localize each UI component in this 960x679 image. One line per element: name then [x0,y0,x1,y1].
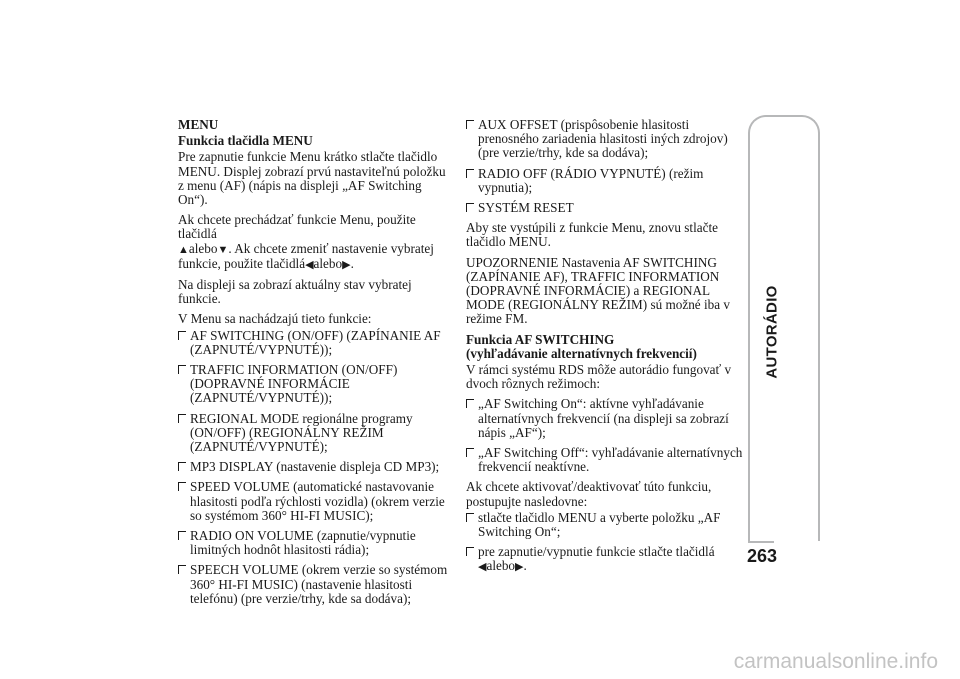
checkbox-bullet-icon [466,448,474,457]
left-arrow-icon: ◀ [478,561,487,574]
list-item [466,118,744,161]
list-item [178,460,450,474]
section-tab-title: AUTORÁDIO [763,285,781,379]
subheading-af-switching [466,333,744,361]
list-item [466,446,744,474]
section-tab-frame [748,115,820,541]
list-item-text: AUX OFFSET (prispôsobenie hlasitosti prenosného zariadenia hlasitosti iných zdrojov) (pre verzie/trhy, kde sa dodáva); [478,117,728,161]
text-fragment: . [523,558,527,574]
list-item-text: TRAFFIC INFORMATION (ON/OFF) (DOPRAVNÉ INFORMÁCIE (ZAPNUTÉ/VYPNUTÉ)); [190,362,398,406]
left-arrow-icon: ◀ [305,258,314,271]
subheading-line-2: (vyhľadávanie alternatívnych frekvencií) [466,345,697,361]
text-fragment: pre zapnutie/vypnutie funkcie stlačte tlačidlá [478,544,715,560]
checkbox-bullet-icon [178,565,186,574]
list-item-text: „AF Switching On“: aktívne vyhľadávanie alternatívnych frekvencií (na displeji sa zobrazí nápis „AF“); [478,396,729,440]
right-column [466,118,744,581]
warning-caps: UPOZORNENIE Nastavenia AF SWITCHING (ZAPÍNANIE AF), TRAFFIC INFORMATION (DOPRAVNÉ INFORMÁCIE) a REGIONAL MODE (REGIONÁLNY REŽIM) [466,254,720,313]
checkbox-bullet-icon [466,399,474,408]
text-fragment: . Ak chcete zmeniť nastavenie vybratej funkcie, použite tlačidlá [178,240,434,271]
checkbox-bullet-icon [178,462,186,471]
paragraph-display-state: Na displeji sa zobrazí aktuálny stav vybratej funkcie. [178,277,412,307]
section-tab-underline [748,541,774,543]
checkbox-bullet-icon [466,547,474,556]
paragraph-menu-functions: V Menu sa nachádzajú tieto funkcie: [178,311,372,327]
list-item [178,563,450,606]
checkbox-bullet-icon [466,513,474,522]
list-item [178,529,450,557]
right-arrow-icon: ▶ [342,258,351,271]
paragraph-menu-intro: Pre zapnutie funkcie Menu krátko stlačte tlačidlo MENU. Displej zobrazí prvú nastaviteľnú položku z menu (AF) (nápis na displeji „AF Switching On“). [178,149,446,208]
subheading-menu-button: Funkcia tlačidla MENU [178,133,313,149]
list-item-text: AF SWITCHING (ON/OFF) (ZAPÍNANIE AF (ZAPNUTÉ/VYPNUTÉ)); [190,327,441,357]
paragraph-rds: V rámci systému RDS môže autorádio fungovať v dvoch rôznych režimoch: [466,362,732,392]
text-fragment: alebo [486,558,516,574]
right-arrow-icon: ▶ [515,561,524,574]
list-item [466,201,744,215]
paragraph-exit-menu: Aby ste vystúpili z funkcie Menu, znovu stlačte tlačidlo MENU. [466,220,718,250]
paragraph-steps-intro: Ak chcete aktivovať/deaktivovať túto funkciu, postupujte nasledovne: [466,479,712,509]
paragraph-navigation [178,213,450,272]
text-fragment: . [350,255,354,271]
list-item [178,480,450,523]
list-item-text: MP3 DISPLAY (nastavenie displeja CD MP3); [190,459,440,475]
checkbox-bullet-icon [178,365,186,374]
list-item-text: RADIO ON VOLUME (zapnutie/vypnutie limitných hodnôt hlasitosti rádia); [190,528,416,558]
checkbox-bullet-icon [466,169,474,178]
list-item [178,412,450,455]
list-item [466,397,744,440]
list-item [466,167,744,195]
page-number: 263 [747,546,778,566]
warning-note [466,256,744,327]
checkbox-bullet-icon [178,531,186,540]
text-fragment: alebo [313,255,343,271]
checkbox-bullet-icon [178,482,186,491]
checkbox-bullet-icon [178,414,186,423]
checkbox-bullet-icon [466,203,474,212]
checkbox-bullet-icon [178,331,186,340]
text-fragment: alebo [188,240,218,256]
warning-tail: sú možné iba v režime FM. [466,297,730,327]
subheading-line-1: Funkcia AF SWITCHING [466,331,615,347]
list-item [466,545,744,574]
list-item [178,363,450,406]
list-item [178,329,450,357]
list-item [466,511,744,539]
list-item-text: stlačte tlačidlo MENU a vyberte položku „AF Switching On“; [478,509,721,540]
left-column [178,118,450,612]
list-item-text: REGIONAL MODE regionálne programy (ON/OFF) (REGIONÁLNY REŽIM (ZAPNUTÉ/VYPNUTÉ); [190,410,413,455]
list-item-text: SYSTÉM RESET [478,200,574,216]
down-arrow-icon: ▼ [217,243,229,256]
text-fragment: Ak chcete prechádzať funkcie Menu, použite tlačidlá [178,212,416,242]
list-item-text: RADIO OFF (RÁDIO VYPNUTÉ) (režim vypnutia); [478,165,704,195]
checkbox-bullet-icon [466,120,474,129]
section-heading: MENU [178,117,219,132]
list-item-text: SPEED VOLUME (automatické nastavovanie hlasitosti podľa rýchlosti vozidla) (okrem verzie so systémom 360° HI-FI MUSIC); [190,479,445,523]
list-item-text: „AF Switching Off“: vyhľadávanie alternatívnych frekvencií neaktívne. [478,445,743,475]
up-arrow-icon: ▲ [178,243,189,256]
list-item-text: SPEECH VOLUME (okrem verzie so systémom 360° HI-FI MUSIC) (nastavenie hlasitosti telefónu) (pre verzie/trhy, kde sa dodáva); [190,562,448,606]
watermark: carmanualsonline.info [733,650,938,673]
